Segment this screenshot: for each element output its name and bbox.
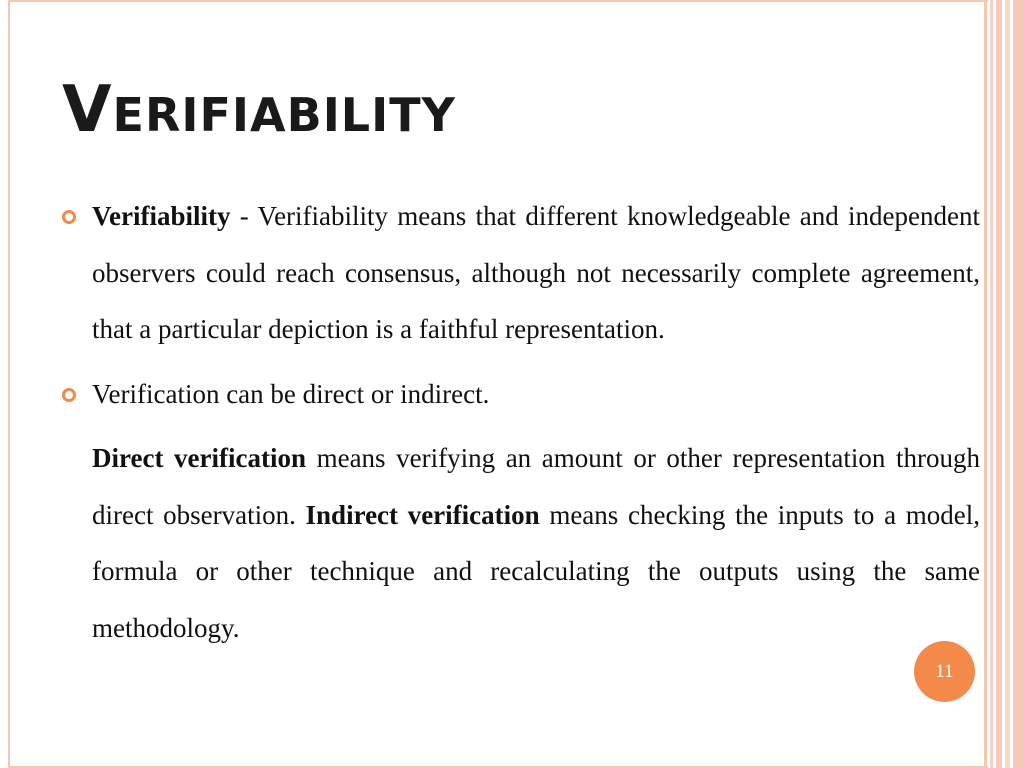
verification-detail xyxy=(62,430,980,656)
decorative-stripe xyxy=(990,0,993,768)
slide-content xyxy=(62,188,980,656)
bullet-item-verifiability xyxy=(62,188,980,358)
slide-frame-top xyxy=(8,0,988,2)
bullet-text xyxy=(92,188,980,358)
indirect-verification-text: means checking the inputs to a model, formula or other technique and recalculating the outputs using the same methodology. xyxy=(92,499,980,643)
direct-verification-term: Direct verification xyxy=(92,443,306,473)
bullet-term: Verifiability xyxy=(92,201,231,231)
slide-frame-left xyxy=(8,0,10,768)
slide-frame-right xyxy=(984,0,987,768)
ring-bullet-icon xyxy=(62,210,76,224)
bullet-item-verification xyxy=(62,366,980,423)
title-initial: V xyxy=(62,73,113,147)
title-rest: ERIFIABILITY xyxy=(112,88,456,142)
ring-bullet-icon xyxy=(62,388,76,402)
indirect-verification-term: Indirect verification xyxy=(305,499,540,530)
detail-text xyxy=(92,430,980,656)
slide-title xyxy=(62,73,456,147)
decorative-stripe xyxy=(1013,0,1024,768)
page-number-badge xyxy=(914,641,975,702)
bullet-definition: - Verifiability means that different knowledgeable and independent observers could reach consensus, although not necessarily complete agreement, that a particular depiction is a faithful representation. xyxy=(92,201,980,344)
page-number: 11 xyxy=(935,660,954,682)
decorative-stripe xyxy=(1005,0,1010,768)
decorative-stripe xyxy=(996,0,1002,768)
bullet-text: Verification can be direct or indirect. xyxy=(92,378,490,409)
direct-verification-text: means verifying an amount or other representation through direct observation. xyxy=(92,443,980,530)
